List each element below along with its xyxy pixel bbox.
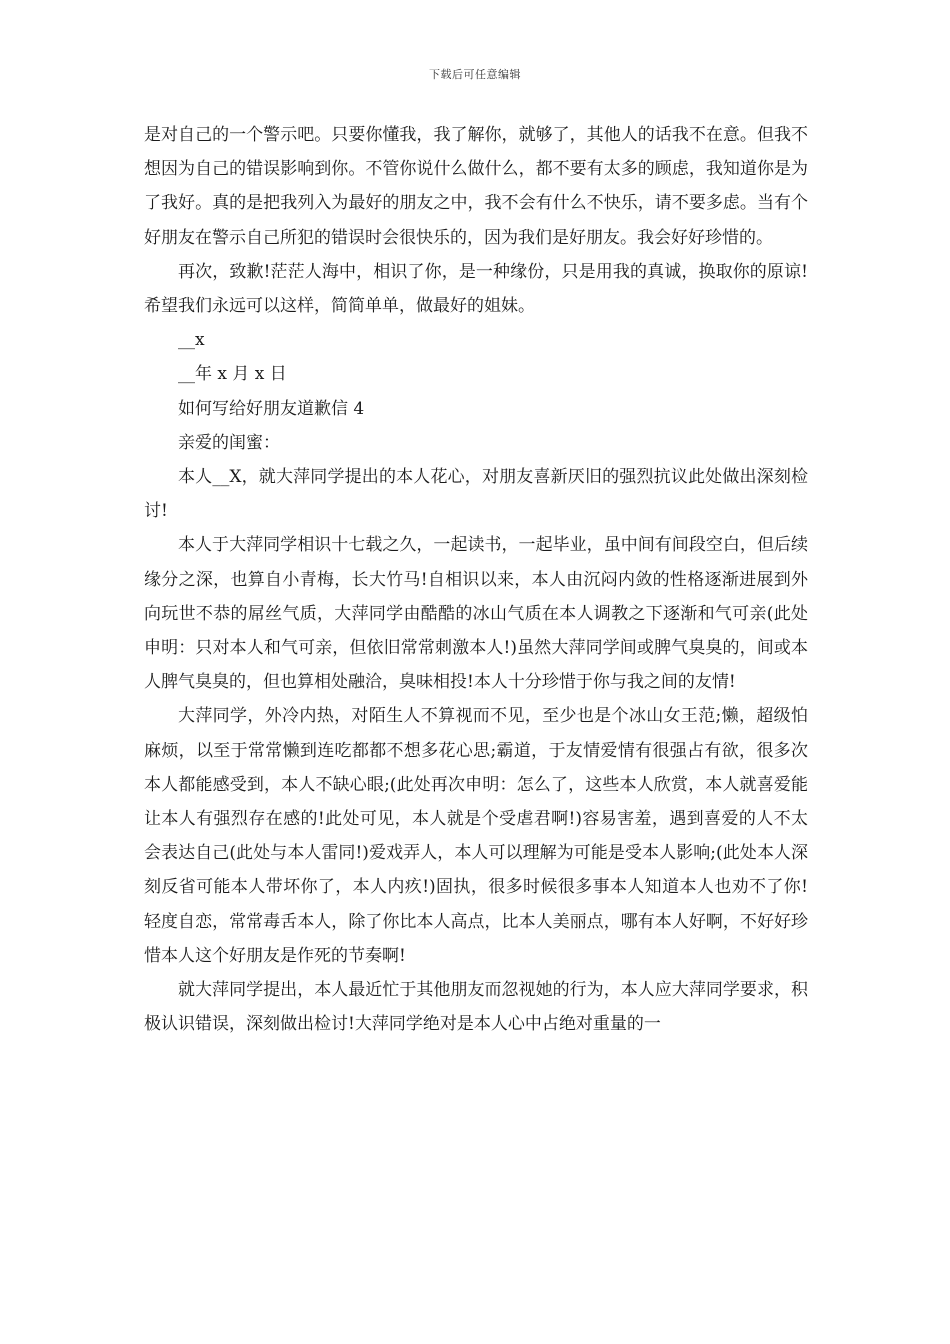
page-header: 下载后可任意编辑 <box>429 68 521 81</box>
paragraph-10: 就大萍同学提出，本人最近忙于其他朋友而忽视她的行为，本人应大萍同学要求，积极认识错误，深刻做出检讨!大萍同学绝对是本人心中占绝对重量的一 <box>144 980 808 1035</box>
document-body <box>144 118 808 1041</box>
signature-date: __年 x 月 x 日 <box>178 364 287 385</box>
section-title: 如何写给好朋友道歉信 4 <box>178 398 365 419</box>
paragraph-7: 本人__X，就大萍同学提出的本人花心，对朋友喜新厌旧的强烈抗议此处做出深刻检讨! <box>144 467 808 522</box>
paragraph-1: 是对自己的一个警示吧。只要你懂我，我了解你，就够了，其他人的话我不在意。但我不想因为自己的错误影响到你。不管你说什么做什么，都不要有太多的顾虑，我知道你是为了我好。真的是把我列入为最好的朋友之中，我不会有什么不快乐，请不要多虑。当有个好朋友在警示自己所犯的错误时会很快乐的，因为我们是好朋友。我会好好珍惜的。 <box>144 125 808 248</box>
paragraph-2: 再次，致歉!茫茫人海中，相识了你，是一种缘份，只是用我的真诚，换取你的原谅!希望我们永远可以这样，简简单单，做最好的姐妹。 <box>144 261 808 317</box>
salutation: 亲爱的闺蜜： <box>178 432 280 453</box>
signature-name: __x <box>178 330 205 351</box>
paragraph-8: 本人于大萍同学相识十七载之久，一起读书，一起毕业，虽中间有间段空白，但后续缘分之深，也算自小青梅，长大竹马!自相识以来，本人由沉闷内敛的性格逐渐进展到外向玩世不恭的屌丝气质，大萍同学由酷酷的冰山气质在本人调教之下逐渐和气可亲(此处申明：只对本人和气可亲，但依旧常常刺激本人!)虽然大萍同学间或脾气臭臭的，间或本人脾气臭臭的，但也算相处融洽，臭味相投!本人十分珍惜于你与我之间的友情! <box>144 535 808 693</box>
paragraph-9: 大萍同学，外冷内热，对陌生人不算视而不见，至少也是个冰山女王范;懒，超级怕麻烦，以至于常常懒到连吃都都不想多花心思;霸道，于友情爱情有很强占有欲，很多次本人都能感受到，本人不缺心眼;(此处再次申明：怎么了，这些本人欣赏，本人就喜爱能让本人有强烈存在感的!此处可见，本人就是个受虐君啊!)容易害羞，遇到喜爱的人不太会表达自己(此处与本人雷同!)爱戏弄人，本人可以理解为可能是受本人影响;(此处本人深刻反省可能本人带坏你了，本人内疚!)固执，很多时候很多事本人知道本人也劝不了你!轻度自恋，常常毒舌本人，除了你比本人高点，比本人美丽点，哪有本人好啊，不好好珍惜本人这个好朋友是作死的节奏啊! <box>144 706 808 966</box>
